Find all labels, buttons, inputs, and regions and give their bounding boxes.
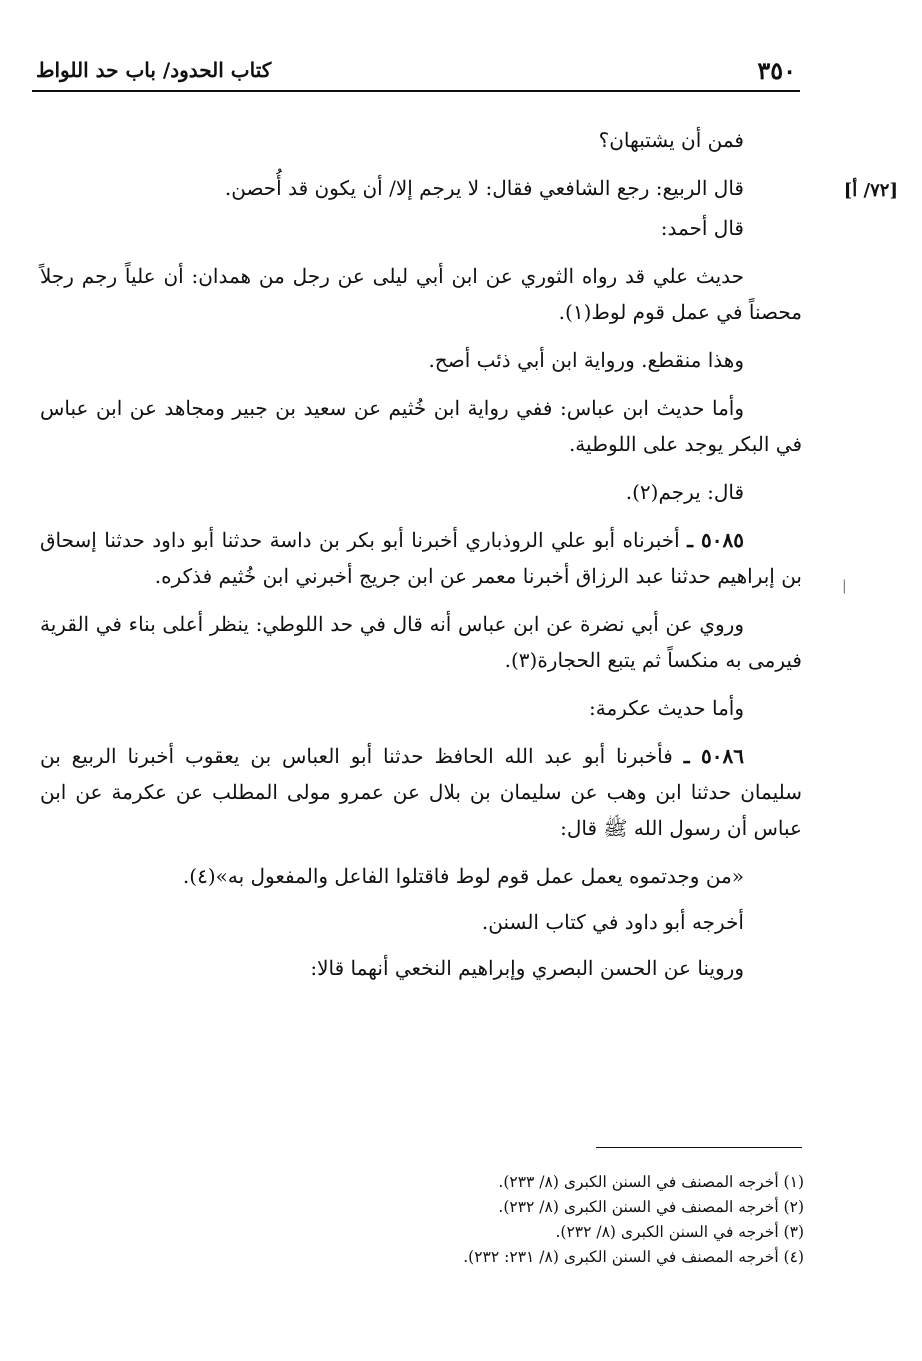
footnote-1: (١) أخرجه المصنف في السنن الكبرى (٨/ ٢٣٣). <box>498 1173 804 1191</box>
paragraph-prophetic-quote: «من وجدتموه يعمل عمل قوم لوط فاقتلوا الفاعل والمفعول به»(٤). <box>182 864 744 888</box>
hadith-5085 <box>40 522 802 594</box>
paragraph-munqati: وهذا منقطع. ورواية ابن أبي ذئب أصح. <box>428 348 744 372</box>
running-title: كتاب الحدود/ باب حد اللواط <box>36 58 272 82</box>
paragraph-ikrima-heading: وأما حديث عكرمة: <box>589 696 744 720</box>
hadith-number: ٥٠٨٥ ـ <box>687 528 744 552</box>
paragraph-abu-nadra: وروي عن أبي نضرة عن ابن عباس أنه قال في حد اللوطي: ينظر أعلى بناء في القرية فيرمى به منكساً ثم يتبع الحجارة(٣). <box>40 612 802 672</box>
page-header <box>32 54 800 92</box>
main-text <box>40 122 802 996</box>
paragraph-ali-hadith: حديث علي قد رواه الثوري عن ابن أبي ليلى عن رجل من همدان: أن علياً رجم رجلاً محصناً في عمل قوم لوط(١). <box>40 264 802 324</box>
footnotes <box>40 1170 804 1270</box>
paragraph-abu-dawud: أخرجه أبو داود في كتاب السنن. <box>481 910 744 934</box>
paragraph-yurjam: قال: يرجم(٢). <box>625 480 744 504</box>
hadith-5086 <box>40 738 802 846</box>
footnote-3: (٣) أخرجه في السنن الكبرى (٨/ ٢٣٢). <box>555 1223 804 1241</box>
folio-marker: [٧٢/ أ] <box>843 180 898 201</box>
hadith-text: فأخبرنا أبو عبد الله الحافظ حدثنا أبو العباس بن يعقوب أخبرنا الربيع بن سليمان حدثنا ابن وهب عن سليمان بن بلال عن عمرو مولى المطلب عن عكرمة عن ابن عباس أن رسول الله ﷺ قال: <box>40 744 802 840</box>
paragraph-ahmad-said: قال أحمد: <box>660 216 744 240</box>
footnote-4: (٤) أخرجه المصنف في السنن الكبرى (٨/ ٢٣١: ٢٣٢). <box>463 1248 804 1266</box>
hadith-number: ٥٠٨٦ ـ <box>683 744 744 768</box>
paragraph-ibn-abbas-hadith: وأما حديث ابن عباس: ففي رواية ابن خُثيم عن سعيد بن جبير ومجاهد عن ابن عباس في البكر يوجد على اللوطية. <box>40 396 802 456</box>
page-number: ٣٥٠ <box>757 56 796 85</box>
footnote-separator <box>596 1147 802 1148</box>
hadith-text: أخبرناه أبو علي الروذباري أخبرنا أبو بكر بن داسة حدثنا أبو داود حدثنا إسحاق بن إبراهيم حدثنا عبد الرزاق أخبرنا معمر عن ابن جريج أخبرني ابن خُثيم فذكره. <box>40 528 802 588</box>
footnote-2: (٢) أخرجه المصنف في السنن الكبرى (٨/ ٢٣٢). <box>498 1198 804 1216</box>
margin-mark: | <box>842 578 847 594</box>
paragraph-question: فمن أن يشتبهان؟ <box>598 128 744 152</box>
paragraph-hasan-basri: وروينا عن الحسن البصري وإبراهيم النخعي أنهما قالا: <box>310 956 744 980</box>
paragraph-rabi-statement: قال الربيع: رجع الشافعي فقال: لا يرجم إلا/ أن يكون قد أُحصن. <box>224 176 744 200</box>
